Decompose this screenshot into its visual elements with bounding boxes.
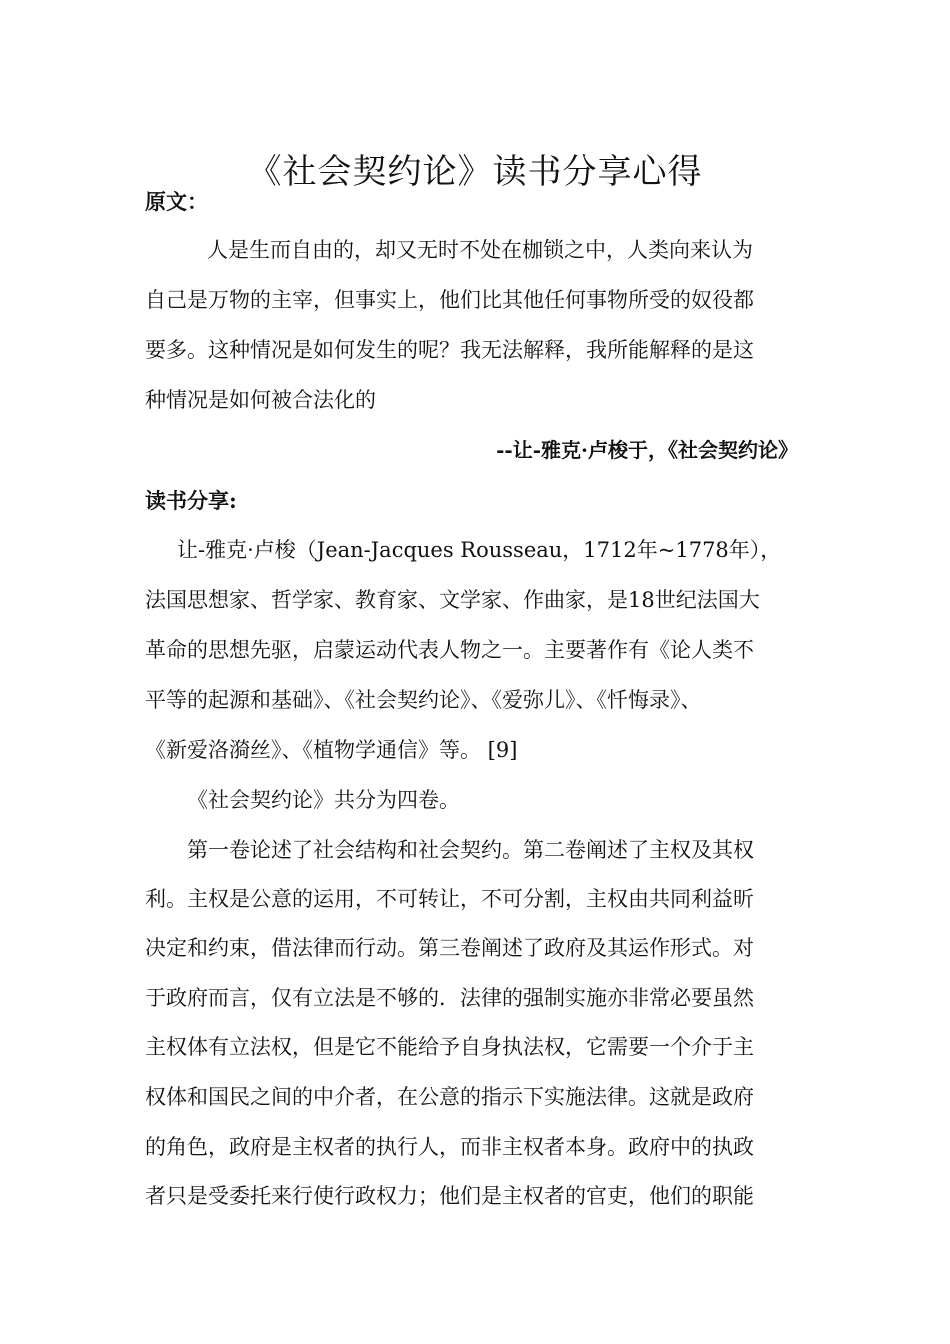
quote-line-4: 种情况是如何被合法化的	[145, 388, 376, 412]
body-line-8: 利。主权是公意的运用，不可转让，不可分割，主权由共同利益昕	[145, 887, 754, 911]
quote-line-1: 人是生而自由的，却又无时不处在枷锁之中，人类向来认为	[207, 238, 753, 262]
quote-line-2: 自己是万物的主宰，但事实上，他们比其他任何事物所受的奴役都	[145, 288, 754, 312]
body-line-5: 《新爱洛漪丝》、《植物学通信》等。 [9]	[145, 738, 518, 762]
body-line-9: 决定和约束，借法律而行动。第三卷阐述了政府及其运作形式。对	[145, 936, 754, 960]
document-title: 《社会契约论》读书分享心得	[247, 151, 703, 192]
body-line-2: 法国思想家、哲学家、教育家、文学家、作曲家，是18世纪法国大	[145, 588, 760, 612]
quote-attribution: --让-雅克·卢梭于，《社会契约论》	[496, 438, 798, 462]
body-line-14: 者只是受委托来行使行政权力；他们是主权者的官吏，他们的职能	[145, 1184, 754, 1208]
quote-line-3: 要多。这种情况是如何发生的呢？我无法解释，我所能解释的是这	[145, 338, 754, 362]
body-line-7: 第一卷论述了社会结构和社会契约。第二卷阐述了主权及其权	[187, 838, 754, 862]
body-line-13: 的角色，政府是主权者的执行人，而非主权者本身。政府中的执政	[145, 1135, 754, 1159]
body-line-10: 于政府而言，仅有立法是不够的．法律的强制实施亦非常必要虽然	[145, 986, 754, 1010]
body-line-6: 《社会契约论》共分为四卷。	[187, 788, 460, 812]
body-line-3: 革命的思想先驱，启蒙运动代表人物之一。主要著作有《论人类不	[145, 638, 754, 662]
body-line-11: 主权体有立法权，但是它不能给予自身执法权，它需要一个介于主	[145, 1035, 754, 1059]
reading-sharing-heading: 读书分享:	[145, 488, 237, 513]
original-text-heading: 原文：	[145, 189, 208, 214]
body-line-12: 权体和国民之间的中介者，在公意的指示下实施法律。这就是政府	[145, 1085, 754, 1109]
body-line-1: 让-雅克·卢梭（Jean-Jacques Rousseau，1712年~1778年），	[177, 538, 782, 562]
body-line-4: 平等的起源和基础》、《社会契约论》、《爱弥儿》、《忏悔录》、	[145, 688, 702, 712]
